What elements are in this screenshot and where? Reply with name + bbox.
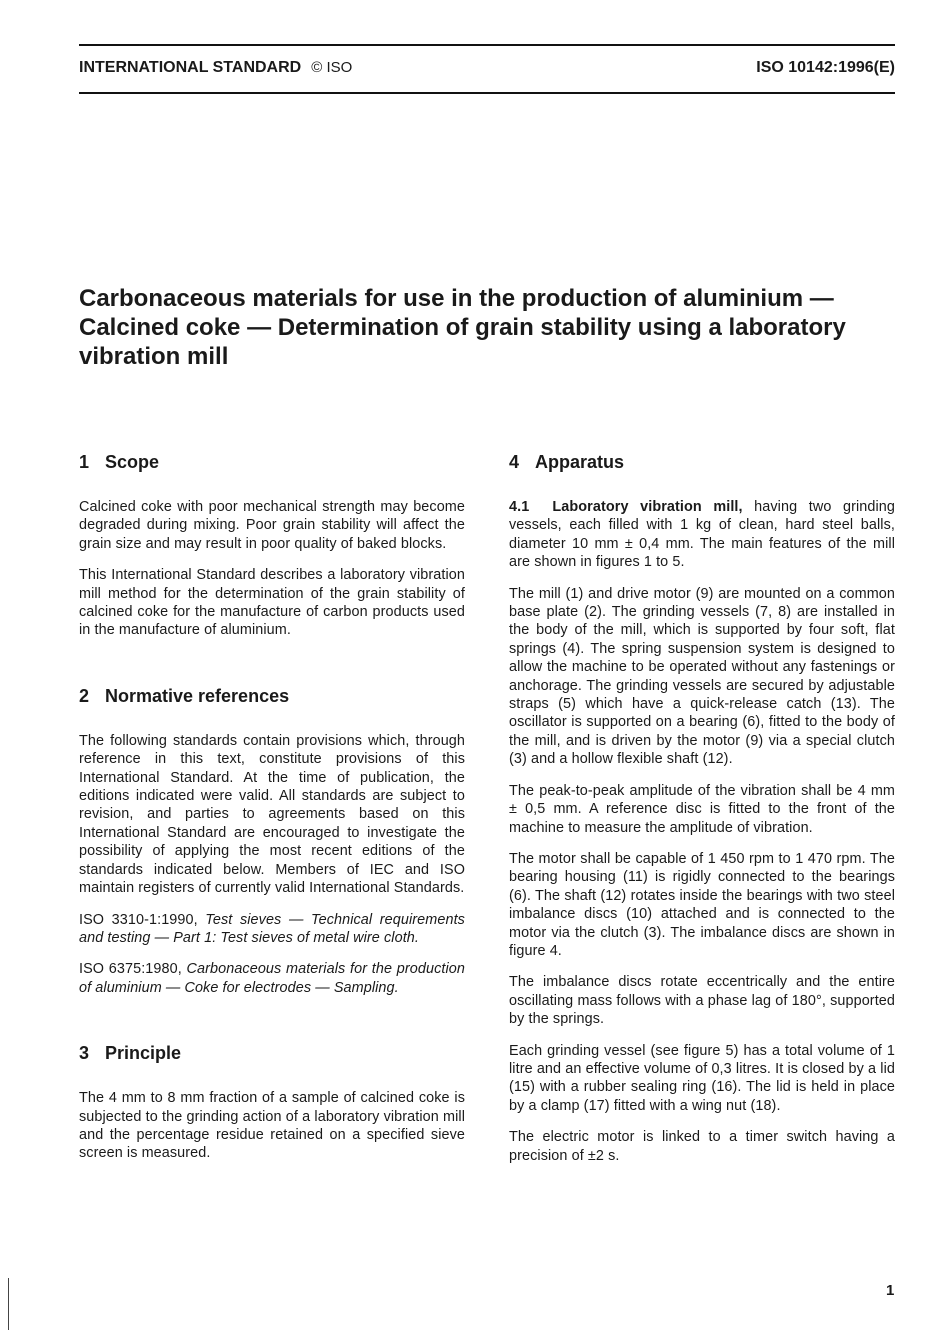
- section-title: Apparatus: [535, 452, 625, 472]
- reference-id: ISO 6375:1980,: [79, 961, 182, 978]
- right-column: [509, 450, 895, 1165]
- scope-paragraph-2: This International Standard describes a laboratory vibration mill method for the determination of the grain stability of calcined coke for the manufacture of carbon products used in the manufacture of aluminium.: [79, 567, 465, 639]
- copyright-label: © ISO: [311, 59, 353, 76]
- page-number: 1: [886, 1282, 895, 1299]
- section-number: 1: [79, 452, 90, 472]
- subsection-title: Laboratory vibration mill,: [552, 499, 743, 515]
- left-column: [79, 450, 465, 1163]
- section-heading-scope: [79, 450, 465, 474]
- section-title: Scope: [105, 452, 160, 472]
- apparatus-paragraph-6: Each grinding vessel (see figure 5) has a total volume of 1 litre and an effective volume of 0,3 litres. It is closed by a lid (15) with a rubber sealing ring (16). The lid is held in place by a clamp (17) fitted with a wing nut (18).: [509, 1042, 895, 1114]
- page-header: [79, 44, 895, 94]
- apparatus-paragraph-5: The imbalance discs rotate eccentrically and the entire oscillating mass follows with a phase lag of 180°, supported by the springs.: [509, 974, 895, 1028]
- section-heading-principle: [79, 1041, 465, 1065]
- doc-type-label: INTERNATIONAL STANDARD: [79, 59, 302, 76]
- section-heading-apparatus: [509, 450, 895, 474]
- header-doc-type: [79, 59, 352, 77]
- normative-paragraph-1: The following standards contain provisions which, through reference in this text, constitute provisions of this International Standard. At the time of publication, the editions indicated were valid. All standards are subject to revision, and parties to agreements based on this International Standard are encouraged to investigate the possibility of applying the most recent editions of the standards indicated below. Members of IEC and ISO maintain registers of currently valid International Standards.: [79, 732, 465, 897]
- principle-paragraph-1: The 4 mm to 8 mm fraction of a sample of calcined coke is subjected to the grinding action of a laboratory vibration mill and the percentage residue retained on a specified sieve screen is measured.: [79, 1090, 465, 1162]
- subsection-text: having two grinding vessels, each filled with 1 kg of clean, hard steel balls, diameter 10 mm ± 0,4 mm. The main features of the mill are shown in figures 1 to 5.: [509, 499, 895, 571]
- scope-paragraph-1: Calcined coke with poor mechanical strength may become degraded during mixing. Poor grain stability will affect the grain size and may result in poor quality of baked blocks.: [79, 499, 465, 552]
- section-heading-normative: [79, 684, 465, 708]
- normative-reference-2: [79, 960, 465, 997]
- section-number: 4: [509, 452, 520, 472]
- section-title: Normative references: [105, 685, 290, 706]
- normative-reference-1: [79, 911, 465, 948]
- section-number: 3: [79, 1043, 90, 1064]
- section-number: 2: [79, 685, 90, 706]
- reference-title: Test sieves — Technical requirements and testing — Part 1: Test sieves of metal wire cloth.: [79, 911, 465, 946]
- apparatus-paragraph-2: The mill (1) and drive motor (9) are mounted on a common base plate (2). The grinding vessels (7, 8) are installed in the body of the mill, which is supported by four soft, flat springs (4). The spring suspension system is designed to allow the machine to be operated without any fastenings or anchorage. The grinding vessels are secured by adjustable straps (5) which have a quick-release catch (13). The oscillator is supported on a bearing (6), fitted to the body of the mill, and is driven by the motor (9) via a special clutch (3) and a hollow flexible shaft (12).: [509, 585, 895, 768]
- apparatus-paragraph-3: The peak-to-peak amplitude of the vibration shall be 4 mm ± 0,5 mm. A reference disc is fitted to the front of the machine to measure the amplitude of vibration.: [509, 782, 895, 836]
- scan-margin-line: [8, 1278, 9, 1330]
- apparatus-paragraph-1: [509, 498, 895, 572]
- title-line-3: vibration mill: [79, 343, 229, 370]
- header-doc-id: ISO 10142:1996(E): [756, 59, 895, 76]
- subsection-number: 4.1: [509, 499, 530, 515]
- title-line-2: Calcined coke — Determination of grain stability using a laboratory: [79, 314, 846, 341]
- apparatus-paragraph-4: The motor shall be capable of 1 450 rpm to 1 470 rpm. The bearing housing (11) is rigidly connected to the bearings (6). The shaft (12) rotates inside the bearings with two steel imbalance discs (10) attached and is connected to the motor via the clutch (3). The imbalance discs are shown in figure 4.: [509, 850, 895, 959]
- title-line-1: Carbonaceous materials for use in the production of aluminium —: [79, 285, 834, 312]
- section-title: Principle: [105, 1043, 182, 1064]
- apparatus-paragraph-7: The electric motor is linked to a timer switch having a precision of ±2 s.: [509, 1129, 895, 1164]
- reference-title: Carbonaceous materials for the production of aluminium — Coke for electrodes — Sampling.: [79, 961, 465, 996]
- document-title: [79, 284, 909, 371]
- reference-id: ISO 3310-1:1990,: [79, 911, 198, 928]
